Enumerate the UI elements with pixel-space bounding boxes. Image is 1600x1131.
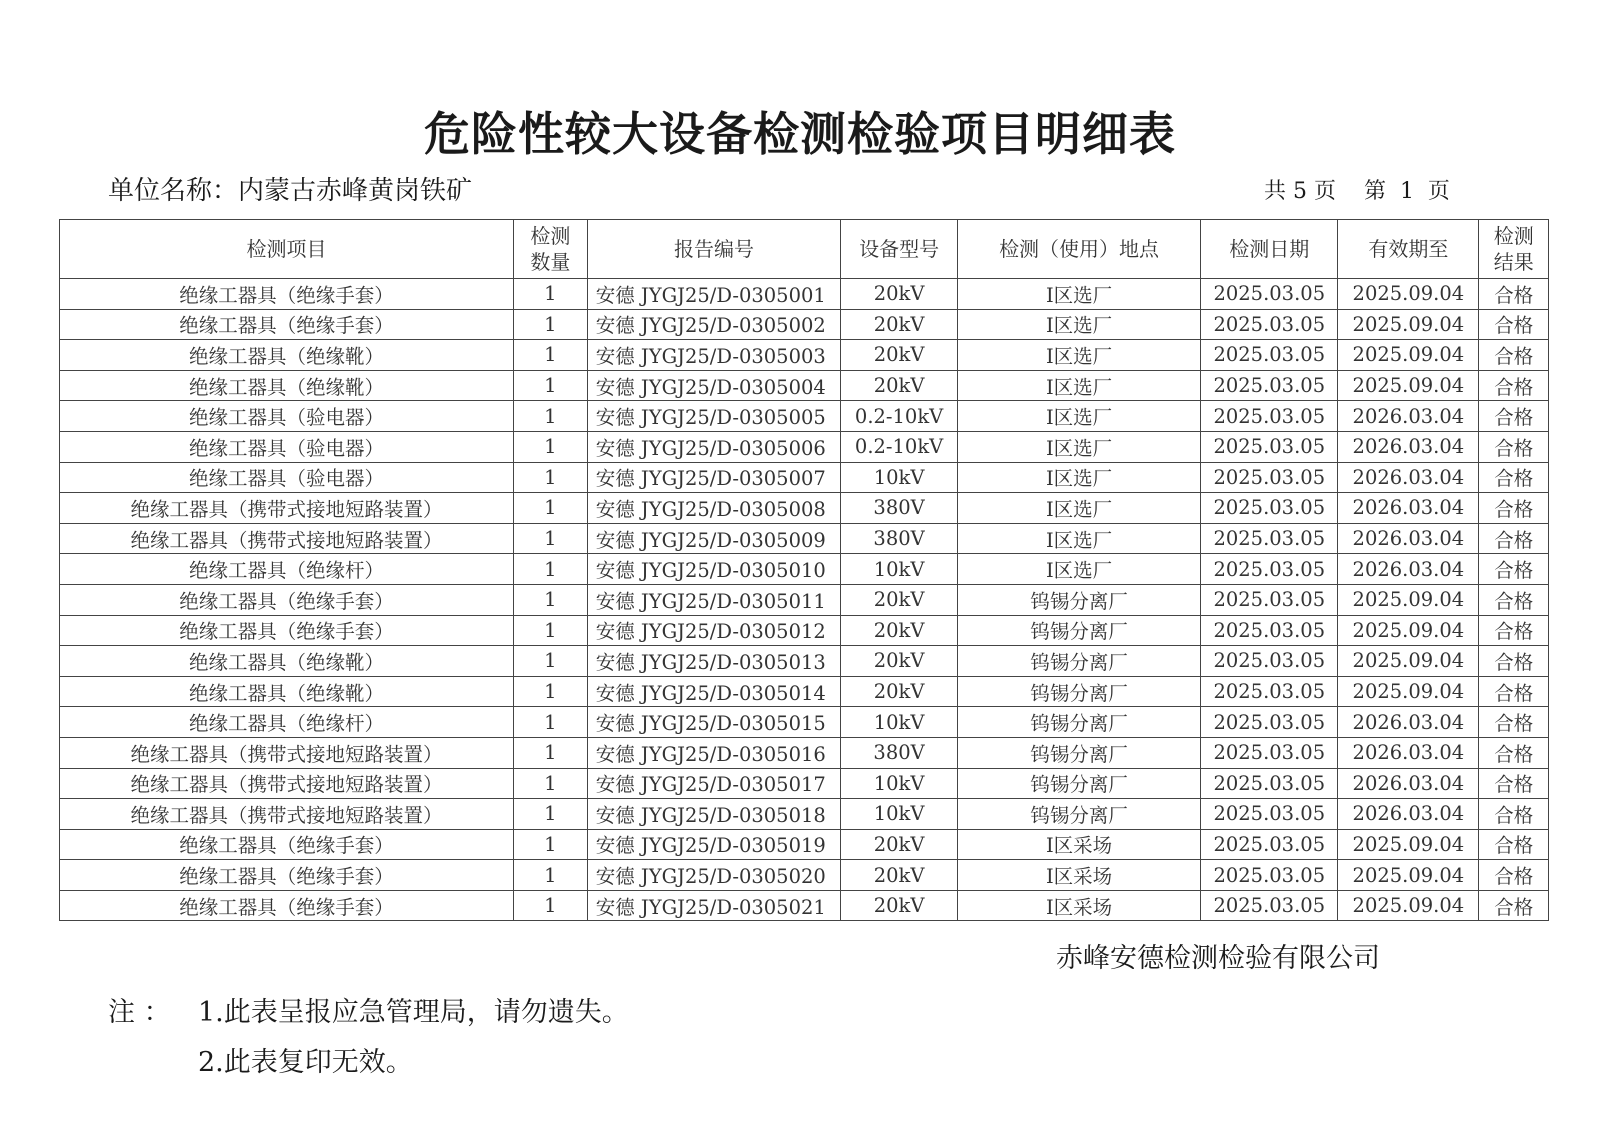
cell-item: 绝缘工器具（绝缘杆） — [60, 707, 514, 738]
cell-result: 合格 — [1479, 309, 1549, 340]
cell-model: 20kV — [841, 370, 958, 401]
header-quantity: 检测 数量 — [514, 220, 588, 279]
cell-report-number: 安德 JYGJ25/D-0305001 — [587, 279, 841, 310]
cell-valid-until: 2026.03.04 — [1338, 554, 1479, 585]
cell-location: Ⅰ区采场 — [957, 860, 1200, 891]
cell-model: 20kV — [841, 676, 958, 707]
header-location: 检测（使用）地点 — [957, 220, 1200, 279]
cell-model: 10kV — [841, 462, 958, 493]
cell-valid-until: 2025.09.04 — [1338, 309, 1479, 340]
cell-valid-until: 2026.03.04 — [1338, 493, 1479, 524]
table-row — [60, 431, 1549, 462]
cell-valid-until: 2025.09.04 — [1338, 890, 1479, 921]
cell-model: 20kV — [841, 860, 958, 891]
cell-report-number: 安德 JYGJ25/D-0305020 — [587, 860, 841, 891]
cell-model: 20kV — [841, 615, 958, 646]
cell-model: 380V — [841, 493, 958, 524]
cell-valid-until: 2026.03.04 — [1338, 707, 1479, 738]
table-row — [60, 584, 1549, 615]
cell-model: 10kV — [841, 799, 958, 830]
cell-item: 绝缘工器具（携带式接地短路装置） — [60, 523, 514, 554]
cell-test-date: 2025.03.05 — [1201, 523, 1338, 554]
cell-model: 0.2-10kV — [841, 431, 958, 462]
note-item: 2.此表复印无效。 — [198, 1047, 413, 1078]
cell-valid-until: 2026.03.04 — [1338, 523, 1479, 554]
cell-location: 钨锡分离厂 — [957, 584, 1200, 615]
cell-valid-until: 2025.09.04 — [1338, 615, 1479, 646]
cell-report-number: 安德 JYGJ25/D-0305003 — [587, 340, 841, 371]
cell-quantity: 1 — [514, 431, 588, 462]
cell-model: 20kV — [841, 584, 958, 615]
cell-quantity: 1 — [514, 799, 588, 830]
cell-location: Ⅰ区选厂 — [957, 370, 1200, 401]
table-row — [60, 615, 1549, 646]
cell-report-number: 安德 JYGJ25/D-0305007 — [587, 462, 841, 493]
cell-item: 绝缘工器具（携带式接地短路装置） — [60, 799, 514, 830]
page-counter: 共 5 页 第 1 页 — [1264, 179, 1450, 204]
cell-item: 绝缘工器具（验电器） — [60, 431, 514, 462]
cell-valid-until: 2026.03.04 — [1338, 799, 1479, 830]
cell-valid-until: 2025.09.04 — [1338, 279, 1479, 310]
cell-quantity: 1 — [514, 554, 588, 585]
cell-location: Ⅰ区选厂 — [957, 431, 1200, 462]
cell-model: 20kV — [841, 340, 958, 371]
cell-quantity: 1 — [514, 370, 588, 401]
cell-valid-until: 2025.09.04 — [1338, 646, 1479, 677]
cell-item: 绝缘工器具（携带式接地短路装置） — [60, 737, 514, 768]
cell-result: 合格 — [1479, 737, 1549, 768]
cell-valid-until: 2025.09.04 — [1338, 676, 1479, 707]
cell-quantity: 1 — [514, 401, 588, 432]
cell-test-date: 2025.03.05 — [1201, 829, 1338, 860]
cell-location: Ⅰ区选厂 — [957, 279, 1200, 310]
notes-label: 注 ： — [108, 997, 171, 1028]
cell-model: 380V — [841, 523, 958, 554]
cell-model: 10kV — [841, 554, 958, 585]
table-row — [60, 340, 1549, 371]
cell-valid-until: 2026.03.04 — [1338, 462, 1479, 493]
cell-model: 0.2-10kV — [841, 401, 958, 432]
cell-result: 合格 — [1479, 493, 1549, 524]
cell-location: Ⅰ区选厂 — [957, 554, 1200, 585]
table-row — [60, 829, 1549, 860]
cell-quantity: 1 — [514, 737, 588, 768]
cell-test-date: 2025.03.05 — [1201, 707, 1338, 738]
cell-quantity: 1 — [514, 890, 588, 921]
cell-location: Ⅰ区选厂 — [957, 340, 1200, 371]
cell-test-date: 2025.03.05 — [1201, 768, 1338, 799]
note-item: 1.此表呈报应急管理局，请勿遗失。 — [198, 997, 629, 1028]
cell-result: 合格 — [1479, 554, 1549, 585]
table-row — [60, 737, 1549, 768]
cell-item: 绝缘工器具（验电器） — [60, 401, 514, 432]
cell-valid-until: 2026.03.04 — [1338, 401, 1479, 432]
cell-item: 绝缘工器具（绝缘靴） — [60, 646, 514, 677]
cell-quantity: 1 — [514, 493, 588, 524]
cell-quantity: 1 — [514, 707, 588, 738]
cell-report-number: 安德 JYGJ25/D-0305019 — [587, 829, 841, 860]
cell-valid-until: 2025.09.04 — [1338, 584, 1479, 615]
cell-test-date: 2025.03.05 — [1201, 646, 1338, 677]
cell-test-date: 2025.03.05 — [1201, 737, 1338, 768]
cell-location: Ⅰ区选厂 — [957, 523, 1200, 554]
cell-result: 合格 — [1479, 707, 1549, 738]
cell-result: 合格 — [1479, 523, 1549, 554]
cell-report-number: 安德 JYGJ25/D-0305010 — [587, 554, 841, 585]
table-row — [60, 493, 1549, 524]
table-row — [60, 462, 1549, 493]
cell-result: 合格 — [1479, 340, 1549, 371]
cell-location: Ⅰ区选厂 — [957, 493, 1200, 524]
cell-report-number: 安德 JYGJ25/D-0305006 — [587, 431, 841, 462]
cell-location: 钨锡分离厂 — [957, 615, 1200, 646]
header-result: 检测 结果 — [1479, 220, 1549, 279]
table-row — [60, 554, 1549, 585]
cell-model: 20kV — [841, 829, 958, 860]
cell-result: 合格 — [1479, 279, 1549, 310]
cell-quantity: 1 — [514, 340, 588, 371]
cell-result: 合格 — [1479, 462, 1549, 493]
cell-result: 合格 — [1479, 401, 1549, 432]
cell-report-number: 安德 JYGJ25/D-0305016 — [587, 737, 841, 768]
table-row — [60, 523, 1549, 554]
table-row — [60, 370, 1549, 401]
table-row — [60, 676, 1549, 707]
cell-result: 合格 — [1479, 676, 1549, 707]
cell-report-number: 安德 JYGJ25/D-0305002 — [587, 309, 841, 340]
cell-location: Ⅰ区采场 — [957, 829, 1200, 860]
cell-item: 绝缘工器具（绝缘靴） — [60, 676, 514, 707]
cell-test-date: 2025.03.05 — [1201, 279, 1338, 310]
page-title: 危险性较大设备检测检验项目明细表 — [424, 107, 1176, 161]
table-row — [60, 646, 1549, 677]
cell-item: 绝缘工器具（绝缘靴） — [60, 370, 514, 401]
cell-item: 绝缘工器具（绝缘手套） — [60, 309, 514, 340]
cell-quantity: 1 — [514, 676, 588, 707]
cell-model: 20kV — [841, 890, 958, 921]
cell-valid-until: 2025.09.04 — [1338, 829, 1479, 860]
table-row — [60, 799, 1549, 830]
inspection-table — [59, 219, 1549, 921]
cell-item: 绝缘工器具（绝缘手套） — [60, 860, 514, 891]
cell-item: 绝缘工器具（携带式接地短路装置） — [60, 493, 514, 524]
cell-item: 绝缘工器具（验电器） — [60, 462, 514, 493]
cell-location: 钨锡分离厂 — [957, 707, 1200, 738]
cell-quantity: 1 — [514, 523, 588, 554]
cell-valid-until: 2026.03.04 — [1338, 431, 1479, 462]
cell-valid-until: 2025.09.04 — [1338, 340, 1479, 371]
header-model: 设备型号 — [841, 220, 958, 279]
unit-name: 单位名称：内蒙古赤峰黄岗铁矿 — [108, 176, 473, 206]
header-test-date: 检测日期 — [1201, 220, 1338, 279]
cell-result: 合格 — [1479, 431, 1549, 462]
cell-model: 380V — [841, 737, 958, 768]
cell-test-date: 2025.03.05 — [1201, 431, 1338, 462]
cell-result: 合格 — [1479, 829, 1549, 860]
table-header-row — [60, 220, 1549, 279]
cell-location: 钨锡分离厂 — [957, 737, 1200, 768]
cell-test-date: 2025.03.05 — [1201, 554, 1338, 585]
cell-location: Ⅰ区选厂 — [957, 462, 1200, 493]
cell-location: 钨锡分离厂 — [957, 676, 1200, 707]
cell-report-number: 安德 JYGJ25/D-0305021 — [587, 890, 841, 921]
cell-item: 绝缘工器具（绝缘手套） — [60, 615, 514, 646]
cell-model: 20kV — [841, 309, 958, 340]
header-report-number: 报告编号 — [587, 220, 841, 279]
cell-result: 合格 — [1479, 370, 1549, 401]
cell-quantity: 1 — [514, 860, 588, 891]
cell-item: 绝缘工器具（绝缘杆） — [60, 554, 514, 585]
cell-valid-until: 2026.03.04 — [1338, 768, 1479, 799]
cell-location: Ⅰ区选厂 — [957, 401, 1200, 432]
cell-result: 合格 — [1479, 615, 1549, 646]
cell-test-date: 2025.03.05 — [1201, 615, 1338, 646]
table-row — [60, 401, 1549, 432]
cell-result: 合格 — [1479, 584, 1549, 615]
cell-result: 合格 — [1479, 890, 1549, 921]
table-row — [60, 707, 1549, 738]
cell-model: 20kV — [841, 646, 958, 677]
cell-item: 绝缘工器具（绝缘靴） — [60, 340, 514, 371]
table-row — [60, 768, 1549, 799]
cell-item: 绝缘工器具（绝缘手套） — [60, 890, 514, 921]
cell-test-date: 2025.03.05 — [1201, 799, 1338, 830]
cell-report-number: 安德 JYGJ25/D-0305017 — [587, 768, 841, 799]
cell-location: Ⅰ区采场 — [957, 890, 1200, 921]
cell-item: 绝缘工器具（绝缘手套） — [60, 279, 514, 310]
cell-quantity: 1 — [514, 309, 588, 340]
cell-test-date: 2025.03.05 — [1201, 676, 1338, 707]
cell-location: Ⅰ区选厂 — [957, 309, 1200, 340]
cell-report-number: 安德 JYGJ25/D-0305008 — [587, 493, 841, 524]
cell-test-date: 2025.03.05 — [1201, 340, 1338, 371]
table-row — [60, 890, 1549, 921]
table-row — [60, 860, 1549, 891]
cell-valid-until: 2025.09.04 — [1338, 370, 1479, 401]
cell-report-number: 安德 JYGJ25/D-0305011 — [587, 584, 841, 615]
cell-valid-until: 2025.09.04 — [1338, 860, 1479, 891]
header-item: 检测项目 — [60, 220, 514, 279]
cell-model: 10kV — [841, 707, 958, 738]
cell-test-date: 2025.03.05 — [1201, 309, 1338, 340]
cell-report-number: 安德 JYGJ25/D-0305005 — [587, 401, 841, 432]
cell-report-number: 安德 JYGJ25/D-0305004 — [587, 370, 841, 401]
cell-result: 合格 — [1479, 799, 1549, 830]
cell-result: 合格 — [1479, 860, 1549, 891]
cell-location: 钨锡分离厂 — [957, 799, 1200, 830]
cell-quantity: 1 — [514, 646, 588, 677]
cell-report-number: 安德 JYGJ25/D-0305015 — [587, 707, 841, 738]
cell-item: 绝缘工器具（携带式接地短路装置） — [60, 768, 514, 799]
cell-quantity: 1 — [514, 462, 588, 493]
cell-report-number: 安德 JYGJ25/D-0305013 — [587, 646, 841, 677]
cell-test-date: 2025.03.05 — [1201, 584, 1338, 615]
company-name: 赤峰安德检测检验有限公司 — [1056, 943, 1380, 974]
cell-model: 10kV — [841, 768, 958, 799]
cell-quantity: 1 — [514, 615, 588, 646]
cell-test-date: 2025.03.05 — [1201, 370, 1338, 401]
cell-report-number: 安德 JYGJ25/D-0305012 — [587, 615, 841, 646]
cell-quantity: 1 — [514, 768, 588, 799]
table-row — [60, 309, 1549, 340]
cell-item: 绝缘工器具（绝缘手套） — [60, 584, 514, 615]
cell-quantity: 1 — [514, 829, 588, 860]
cell-result: 合格 — [1479, 768, 1549, 799]
cell-valid-until: 2026.03.04 — [1338, 737, 1479, 768]
cell-test-date: 2025.03.05 — [1201, 493, 1338, 524]
cell-quantity: 1 — [514, 279, 588, 310]
cell-test-date: 2025.03.05 — [1201, 890, 1338, 921]
table-row — [60, 279, 1549, 310]
header-valid-until: 有效期至 — [1338, 220, 1479, 279]
cell-report-number: 安德 JYGJ25/D-0305018 — [587, 799, 841, 830]
cell-test-date: 2025.03.05 — [1201, 860, 1338, 891]
cell-item: 绝缘工器具（绝缘手套） — [60, 829, 514, 860]
cell-report-number: 安德 JYGJ25/D-0305014 — [587, 676, 841, 707]
cell-test-date: 2025.03.05 — [1201, 401, 1338, 432]
cell-location: 钨锡分离厂 — [957, 768, 1200, 799]
cell-test-date: 2025.03.05 — [1201, 462, 1338, 493]
cell-model: 20kV — [841, 279, 958, 310]
cell-report-number: 安德 JYGJ25/D-0305009 — [587, 523, 841, 554]
cell-result: 合格 — [1479, 646, 1549, 677]
cell-location: 钨锡分离厂 — [957, 646, 1200, 677]
cell-quantity: 1 — [514, 584, 588, 615]
